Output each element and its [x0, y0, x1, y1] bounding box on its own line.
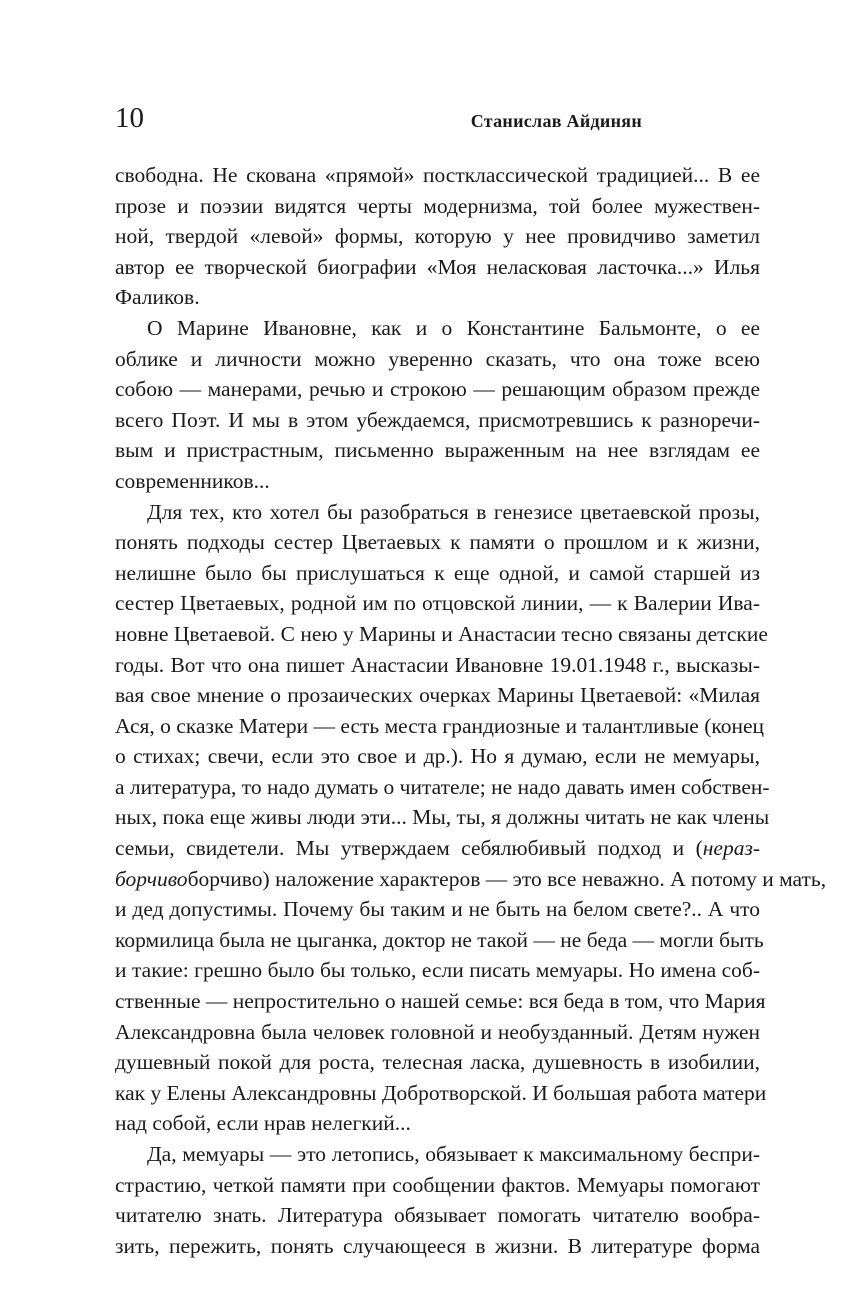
italic-fragment: борчиво	[115, 866, 188, 891]
text-line: о стихах; свечи, если это свое и др.). Но я думаю, если не мемуары,	[115, 744, 760, 769]
text-line: а литература, то надо думать о читателе; не надо давать имен собствен-	[115, 774, 770, 799]
paragraph-1	[115, 160, 760, 313]
text-line: ственные — непростительно о нашей семье: вся беда в том, что Мария	[115, 989, 766, 1014]
text-line: как у Елены Александровны Добротворской. И большая работа матери	[115, 1080, 767, 1105]
text-line: сестер Цветаевых, родной им по отцовской линии, — к Валерии Ива-	[115, 591, 760, 616]
text-line: и дед допустимы. Почему бы таким и не быть на белом свете?.. А что	[115, 897, 760, 922]
text-line: кормилица была не цыганка, доктор не такой — не беда — могли быть	[115, 927, 764, 952]
text-line: О Марине Ивановне, как и о Константине Бальмонте, о ее	[147, 315, 760, 340]
text-line: и такие: грешно было бы только, если писать мемуары. Но имена соб-	[115, 958, 760, 983]
text-line: всего Поэт. И мы в этом убеждаемся, присмотревшись к разноречи-	[115, 407, 760, 432]
text-fragment: борчиво) наложение характеров — это все неважно. А потому и мать,	[187, 866, 827, 891]
text-line: вым и пристрастным, письменно выраженным на нее взглядам ее	[115, 438, 760, 463]
text-line: страстию, четкой памяти при сообщении фактов. Мемуары помогают	[115, 1172, 760, 1197]
text-line: современников...	[115, 468, 270, 493]
text-line-with-italic	[115, 864, 827, 895]
text-line: читателю знать. Литература обязывает помогать читателю вообра-	[115, 1203, 760, 1228]
text-line: вая свое мнение о прозаических очерках Марины Цветаевой: «Милая	[115, 683, 760, 708]
text-line: Александровна была человек головной и необузданный. Детям нужен	[115, 1019, 760, 1044]
text-fragment: семьи, свидетели. Мы утверждаем себялюбивый подход и (	[115, 836, 703, 861]
text-line: ных, пока еще живы люди эти... Мы, ты, я должны читать не как члены	[115, 805, 770, 830]
text-line: новне Цветаевой. С нею у Марины и Анастасии тесно связаны детские	[115, 621, 768, 646]
text-line: Да, мемуары — это летопись, обязывает к максимальному беспри-	[147, 1142, 760, 1166]
text-line: понять подходы сестер Цветаевых к памяти о прошлом и к жизни,	[115, 530, 760, 555]
paragraph-3	[115, 497, 827, 1139]
text-line: душевный покой для роста, телесная ласка, душевность в изобилии,	[115, 1050, 760, 1075]
text-line: ной, твердой «левой» формы, которую у нее провидчиво заметил	[115, 224, 760, 249]
text-line-with-italic	[115, 833, 760, 864]
text-line: Для тех, кто хотел бы разобраться в генезисе цветаевской прозы,	[147, 499, 760, 524]
text-line: Фаликов.	[115, 285, 200, 310]
text-line: нелишне было бы прислушаться к еще одной, и самой старшей из	[115, 560, 760, 585]
text-line: автор ее творческой биографии «Моя неласковая ласточка...» Илья	[115, 254, 760, 279]
running-head	[115, 100, 760, 140]
italic-fragment: нераз-	[702, 836, 760, 861]
text-line: облике и личности можно уверенно сказать, что она тоже всею	[115, 346, 760, 371]
text-line: Ася, о сказке Матери — есть места грандиозные и талантливые (конец	[115, 713, 765, 738]
paragraph-2	[115, 313, 760, 497]
text-line: зить, пережить, понять случающееся в жизни. В литературе форма	[115, 1233, 760, 1258]
text-line: собою — манерами, речью и строкою — решающим образом прежде	[115, 377, 760, 402]
text-line: годы. Вот что она пишет Анастасии Ивановне 19.01.1948 г., высказы-	[115, 652, 760, 677]
page-number: 10	[115, 102, 144, 134]
text-line: прозе и поэзии видятся черты модернизма, той более мужествен-	[115, 193, 760, 218]
running-title-author: Станислав Айдинян	[470, 111, 642, 131]
text-line: над собой, если нрав нелегкий...	[115, 1111, 411, 1136]
paragraph-4	[115, 1139, 760, 1261]
body-text	[115, 160, 827, 1261]
text-line: свободна. Не скована «прямой» постклассической традицией... В ее	[115, 163, 760, 187]
